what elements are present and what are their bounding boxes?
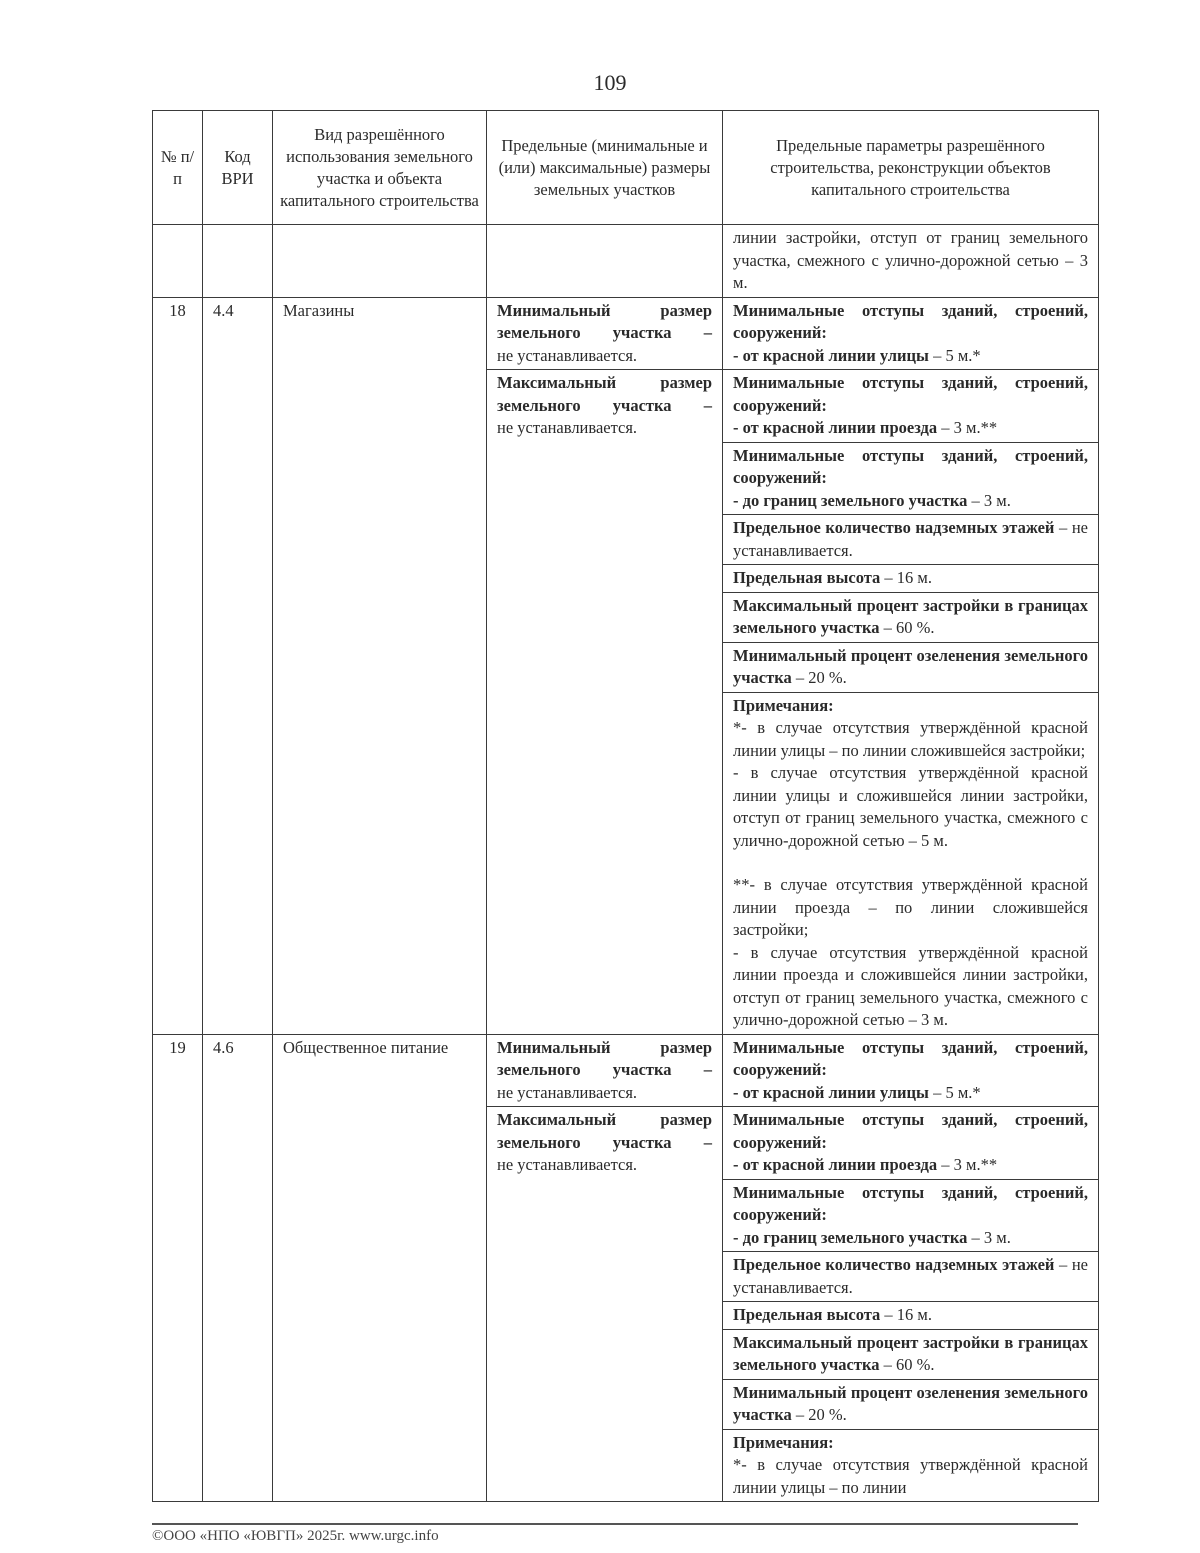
header-plot-sizes: Предельные (минимальные и (или) максимальные) размеры земельных участков <box>487 111 723 225</box>
param-cell <box>723 1252 1099 1302</box>
notes-cell <box>723 1429 1099 1502</box>
param-label: Минимальные отступы зданий, строений, сооружений: <box>733 445 1088 487</box>
note-text: *- в случае отсутствия утверждённой красной линии улицы – по линии <box>733 1455 1088 1497</box>
param-value: – 5 м.* <box>928 345 981 365</box>
max-size-value: не устанавливается. <box>497 418 638 437</box>
param-value: – 16 м. <box>880 1305 932 1324</box>
param-cell <box>723 442 1099 515</box>
regulation-table <box>152 110 1099 1502</box>
param-label: Максимальный процент застройки в границах земельного участка <box>733 595 1088 637</box>
row-code: 4.4 <box>203 297 273 1034</box>
param-cell <box>723 565 1099 593</box>
max-size-cell <box>487 370 723 1035</box>
param-label: Предельная высота <box>733 1305 881 1324</box>
param-label-detail: - до границ земельного участка <box>733 1227 968 1247</box>
max-size-label: Максимальный размер земельного участка – <box>497 1110 712 1152</box>
notes-spacer <box>733 852 1088 874</box>
param-label: Минимальные отступы зданий, строений, сооружений: <box>733 300 1088 342</box>
min-size-label: Минимальный размер земельного участка – <box>497 1037 712 1079</box>
max-size-cell <box>487 1107 723 1502</box>
row-use-name: Магазины <box>273 297 487 1034</box>
param-label: Минимальные отступы зданий, строений, сооружений: <box>733 373 1088 415</box>
notes-label: Примечания: <box>733 695 834 715</box>
param-label-detail: - до границ земельного участка <box>733 490 968 510</box>
table-header-row <box>153 111 1099 225</box>
footer-copyright: ©ООО «НПО «ЮВГП» 2025г. www.urgc.info <box>152 1528 439 1544</box>
header-build-params: Предельные параметры разрешённого строительства, реконструкции объектов капитального строительства <box>723 111 1099 225</box>
param-cell <box>723 1379 1099 1429</box>
param-value: – 20 %. <box>791 668 847 687</box>
param-cell <box>723 1034 1099 1107</box>
note-text: - в случае отсутствия утверждённой красной линии улицы и сложившейся линии застройки, отступ от границ земельного участка, смежного с улично-дорожной сетью – 5 м. <box>733 763 1088 850</box>
note-text: - в случае отсутствия утверждённой красной линии проезда и сложившейся линии застройки, отступ от границ земельного участка, смежного с улично-дорожной сетью – 3 м. <box>733 942 1088 1029</box>
param-value: – 3 м. <box>967 490 1011 510</box>
param-label: Минимальный процент озеленения земельного участка <box>733 645 1088 687</box>
footer-divider <box>152 1523 1078 1525</box>
min-size-value: не устанавливается. <box>497 345 638 365</box>
min-size-cell <box>487 1034 723 1107</box>
continuation-text: линии застройки, отступ от границ земельного участка, смежного с улично-дорожной сетью – 3 м. <box>723 225 1099 298</box>
param-value: – 3 м. <box>967 1227 1011 1247</box>
param-cell <box>723 370 1099 443</box>
param-cell <box>723 1329 1099 1379</box>
notes-label: Примечания: <box>733 1432 834 1452</box>
param-cell <box>723 642 1099 692</box>
param-value: – 5 м.* <box>928 1082 981 1102</box>
row-code: 4.6 <box>203 1034 273 1502</box>
param-cell <box>723 1179 1099 1252</box>
param-cell <box>723 1107 1099 1180</box>
max-size-label: Максимальный размер земельного участка – <box>497 373 712 415</box>
param-value: – не устанавливается. <box>733 518 1088 560</box>
param-label: Минимальный процент озеленения земельного участка <box>733 1382 1088 1424</box>
param-cell <box>723 515 1099 565</box>
param-cell <box>723 297 1099 370</box>
param-value: – 60 %. <box>879 1355 935 1374</box>
param-value: – 3 м.** <box>937 1155 998 1174</box>
header-number: № п/п <box>153 111 203 225</box>
param-label: Минимальные отступы зданий, строений, сооружений: <box>733 1182 1088 1224</box>
table-row <box>153 297 1099 370</box>
max-size-value: не устанавливается. <box>497 1155 638 1174</box>
header-code: Код ВРИ <box>203 111 273 225</box>
param-label-detail: - от красной линии проезда <box>733 418 938 437</box>
table-row <box>153 1034 1099 1107</box>
row-number: 19 <box>153 1034 203 1502</box>
param-cell <box>723 592 1099 642</box>
param-label: Минимальные отступы зданий, строений, сооружений: <box>733 1110 1088 1152</box>
header-use-type: Вид разрешённого использования земельного участка и объекта капитального строительства <box>273 111 487 225</box>
notes-cell <box>723 692 1099 1034</box>
param-label: Предельное количество надземных этажей <box>733 1255 1055 1274</box>
param-label: Минимальные отступы зданий, строений, сооружений: <box>733 1037 1088 1079</box>
page-number: 109 <box>593 70 627 95</box>
min-size-label: Минимальный размер земельного участка – <box>497 300 712 342</box>
param-value: – 16 м. <box>880 568 932 587</box>
param-label: Максимальный процент застройки в границах земельного участка <box>733 1332 1088 1374</box>
row-use-name: Общественное питание <box>273 1034 487 1502</box>
row-number: 18 <box>153 297 203 1034</box>
param-label-detail: - от красной линии проезда <box>733 1155 938 1174</box>
param-label-detail: - от красной линии улицы <box>733 1082 929 1102</box>
param-label: Предельная высота <box>733 568 881 587</box>
param-label-detail: - от красной линии улицы <box>733 345 929 365</box>
param-value: – 3 м.** <box>937 418 998 437</box>
param-label: Предельное количество надземных этажей <box>733 518 1055 537</box>
min-size-cell <box>487 297 723 370</box>
param-cell <box>723 1302 1099 1330</box>
param-value: – 20 %. <box>791 1405 847 1424</box>
param-value: – не устанавливается. <box>733 1255 1088 1297</box>
param-value: – 60 %. <box>879 618 935 637</box>
min-size-value: не устанавливается. <box>497 1082 638 1102</box>
note-text: **- в случае отсутствия утверждённой красной линии проезда – по линии сложившейся застройки; <box>733 875 1088 939</box>
continuation-row <box>153 225 1099 298</box>
note-text: *- в случае отсутствия утверждённой красной линии улицы – по линии сложившейся застройки; <box>733 718 1088 760</box>
